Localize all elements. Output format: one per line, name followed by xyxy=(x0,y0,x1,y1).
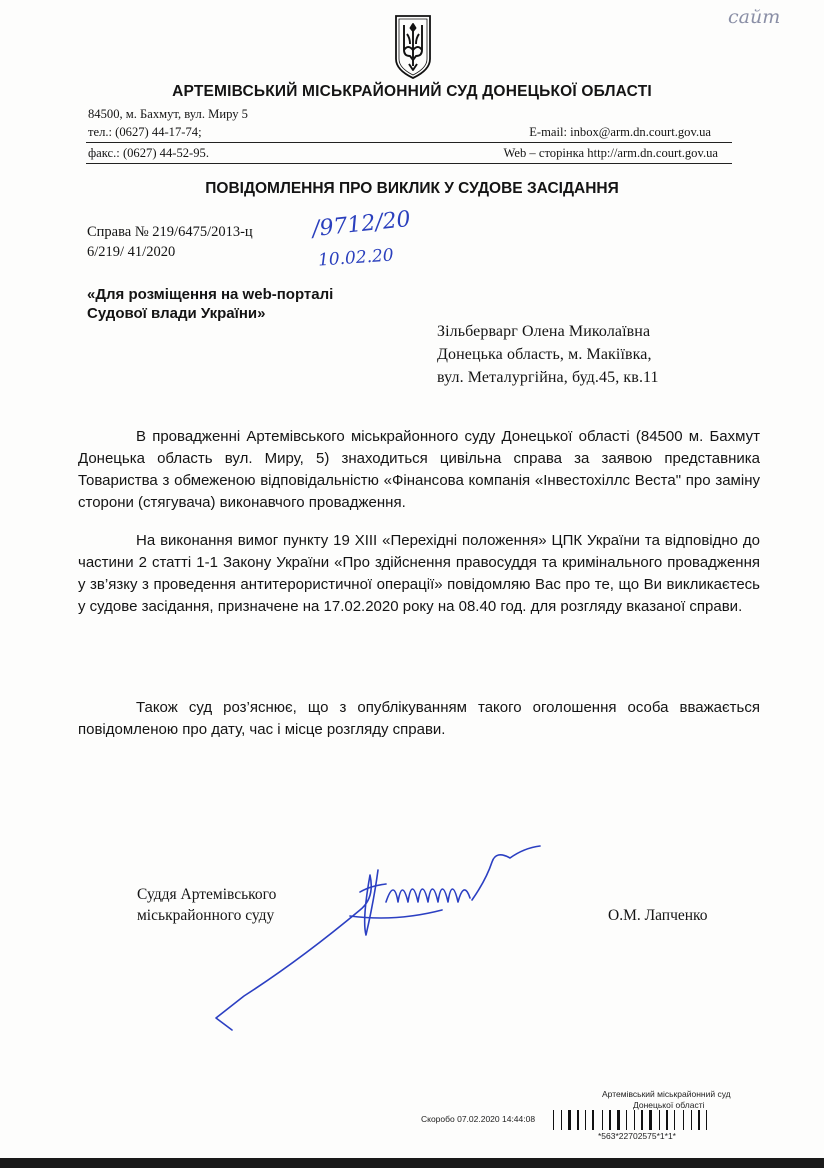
court-email: E-mail: inbox@arm.dn.court.gov.ua xyxy=(529,125,711,139)
court-fax: факс.: (0627) 44-52-95. xyxy=(88,146,209,160)
body-paragraph-3: Також суд роз’яснює, що з опублікуванням такого оголошення особа вважається повідомленою про дату, час і місце розгляду справи. xyxy=(78,699,760,738)
body-paragraph-2: На виконання вимог пункту 19 XIII «Перехідні положення» ЦПК України та відповідно до частини 2 статті 1-1 Закону України «Про здійснення правосуддя та кримінального провадження у зв’язку з проведення антитерористичної операції» повідомляю Вас про те, що Ви викликаєтесь у судове засідання, призначене на 17.02.2020 року на 08.40 год. для розгляду вказаної справи. xyxy=(78,532,760,615)
barcode-bar xyxy=(626,1110,627,1130)
recipient-city: Донецька область, м. Макіївка, xyxy=(437,346,652,363)
coat-of-arms-icon xyxy=(393,14,433,80)
barcode-bar xyxy=(683,1110,684,1130)
barcode-bar xyxy=(630,1110,632,1130)
barcode-bar xyxy=(574,1110,575,1130)
portal-note-line2: Судової влади України» xyxy=(87,305,266,322)
handwritten-note: сайт xyxy=(728,6,781,28)
stamp-scan-time: Скоробо 07.02.2020 14:44:08 xyxy=(421,1114,536,1124)
barcode-bar xyxy=(557,1110,559,1130)
handwritten-date: 10.02.20 xyxy=(317,245,395,271)
barcode-bar xyxy=(568,1110,571,1130)
barcode-bar xyxy=(695,1110,696,1130)
barcode-bar xyxy=(582,1110,583,1130)
case-internal-number: 6/219/ 41/2020 xyxy=(87,244,176,260)
notice-title: ПОВІДОМЛЕННЯ ПРО ВИКЛИК У СУДОВЕ ЗАСІДАННЯ xyxy=(205,180,619,197)
barcode-bar xyxy=(565,1110,566,1130)
barcode-bar xyxy=(634,1110,635,1130)
stamp-code: *563*22702575*1*1* xyxy=(598,1131,676,1141)
barcode-bar xyxy=(623,1110,624,1130)
court-address: 84500, м. Бахмут, вул. Миру 5 xyxy=(88,107,248,121)
barcode-bar xyxy=(655,1110,657,1130)
barcode-bar xyxy=(614,1110,615,1130)
barcode-bar xyxy=(597,1110,600,1130)
court-name: АРТЕМІВСЬКИЙ МІСЬКРАЙОННИЙ СУД ДОНЕЦЬКОЇ ОБЛАСТІ xyxy=(172,83,652,100)
barcode-bar xyxy=(617,1110,620,1130)
case-number: Справа № 219/6475/2013-ц xyxy=(87,224,253,240)
barcode-bar xyxy=(553,1110,554,1130)
portal-note-line1: «Для розміщення на web-порталі xyxy=(87,286,334,303)
scan-border xyxy=(0,1158,824,1168)
barcode xyxy=(553,1110,793,1130)
barcode-bar xyxy=(678,1110,681,1130)
barcode-bar xyxy=(687,1110,689,1130)
barcode-bar xyxy=(641,1110,643,1130)
header-divider xyxy=(86,142,732,143)
judge-name: О.М. Лапченко xyxy=(608,907,708,924)
barcode-bar xyxy=(609,1110,611,1130)
handwritten-reference: /9712/20 xyxy=(310,206,412,243)
barcode-bar xyxy=(674,1110,675,1130)
recipient-street: вул. Металургійна, буд.45, кв.11 xyxy=(437,369,659,386)
recipient-name: Зільберварг Олена Миколаївна xyxy=(437,323,651,340)
court-phone: тел.: (0627) 44-17-74; xyxy=(88,125,202,139)
judge-title-line1: Суддя Артемівського xyxy=(137,886,277,903)
barcode-bar xyxy=(577,1110,579,1130)
barcode-bar xyxy=(659,1110,660,1130)
barcode-bar xyxy=(649,1110,652,1130)
barcode-bar xyxy=(666,1110,668,1130)
barcode-bar xyxy=(646,1110,647,1130)
judge-signature xyxy=(210,840,570,1040)
barcode-bar xyxy=(703,1110,704,1130)
barcode-bar xyxy=(606,1110,607,1130)
barcode-bar xyxy=(561,1110,562,1130)
barcode-bar xyxy=(602,1110,603,1130)
stamp-court-line1: Артемівський міськрайонний суд xyxy=(602,1089,731,1099)
barcode-bar xyxy=(663,1110,664,1130)
judge-title-line2: міськрайонного суду xyxy=(137,907,275,924)
barcode-bar xyxy=(638,1110,639,1130)
barcode-bar xyxy=(710,1110,712,1130)
barcode-bar xyxy=(706,1110,707,1130)
stamp-court-line2: Донецької області xyxy=(633,1100,705,1110)
barcode-bar xyxy=(585,1110,586,1130)
barcode-bar xyxy=(592,1110,594,1130)
barcode-bar xyxy=(589,1110,590,1130)
body-paragraph-1: В провадженні Артемівського міськрайонного суду Донецької області (84500 м. Бахмут Донецька область вул. Миру, 5) знаходиться цивільна справа за заявою представника Товариства з обмеженою відповідальністю «Фінансова компанія «Інвестохіллс Веста" про заміну сторони (стягувача) виконавчого провадження. xyxy=(78,428,760,511)
barcode-bar xyxy=(691,1110,692,1130)
barcode-bar xyxy=(671,1110,672,1130)
court-web: Web – сторінка http://arm.dn.court.gov.ua xyxy=(503,146,718,160)
barcode-bar xyxy=(698,1110,700,1130)
header-divider-bottom xyxy=(86,163,732,164)
